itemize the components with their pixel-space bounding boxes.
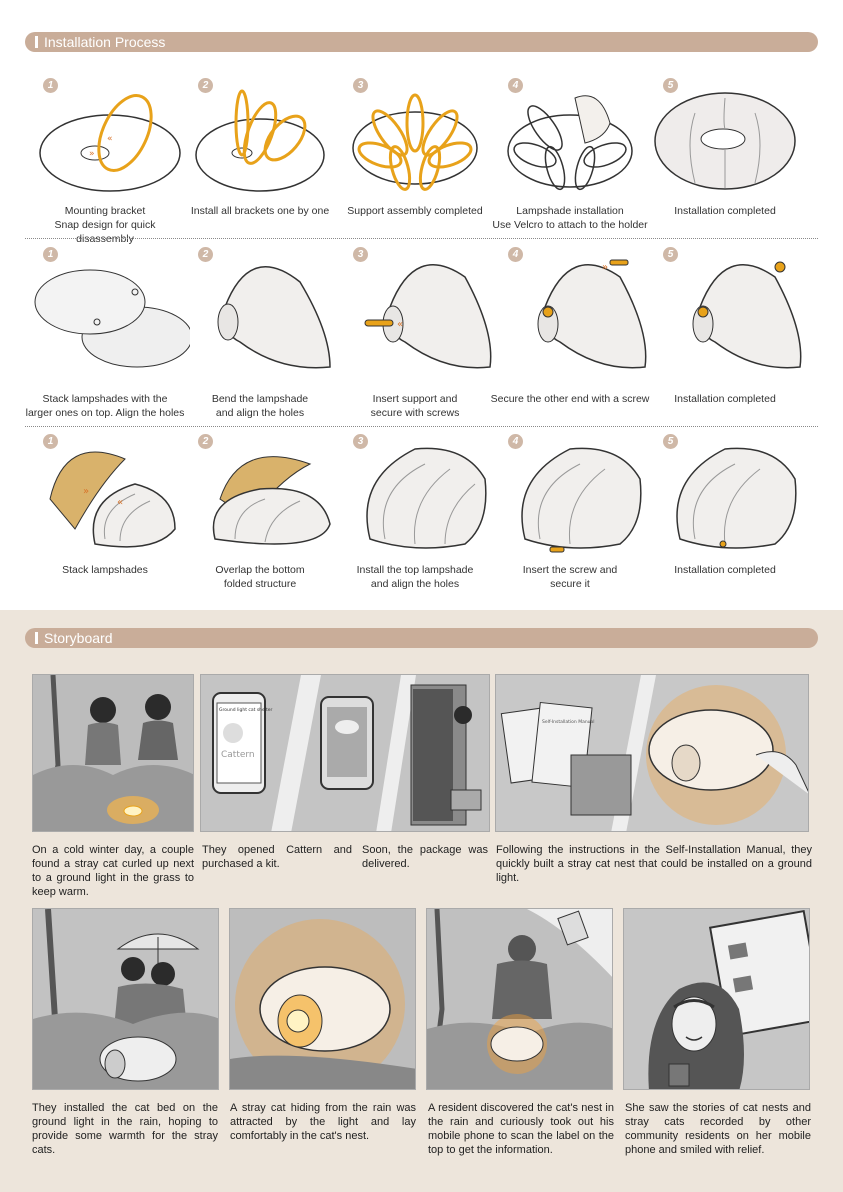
bracket-ring-illustration	[25, 83, 185, 203]
insert-support-illustration	[335, 252, 495, 377]
step-number: 3	[353, 78, 368, 93]
overlap-illustration	[180, 439, 340, 559]
step-caption: Mounting bracket Snap design for quick disassembly	[54, 205, 156, 245]
step-1-3	[335, 78, 495, 233]
manual-and-build-illustration	[496, 675, 809, 832]
step-caption: Lampshade installation Use Velcro to attach to the holder	[492, 205, 648, 231]
app-name-label: Cattern	[221, 750, 255, 760]
secure-screw-illustration	[490, 252, 650, 377]
story-panel-4	[495, 674, 809, 832]
step-2-2	[180, 247, 340, 422]
step-3-4	[490, 434, 650, 594]
header-bar-icon	[35, 36, 38, 48]
svg-text:«: «	[117, 497, 124, 508]
svg-text:»: »	[83, 486, 90, 497]
step-2-4	[490, 247, 650, 422]
svg-text:«: «	[107, 134, 113, 144]
support-assembly-illustration	[335, 83, 495, 203]
stacked-shades-illustration	[25, 439, 185, 559]
story-panel-7	[426, 908, 613, 1090]
step-3-3	[335, 434, 495, 594]
cat-in-nest-illustration	[230, 909, 416, 1090]
step-number: 4	[508, 78, 523, 93]
storyboard-title: Storyboard	[44, 630, 113, 646]
step-number: 5	[663, 247, 678, 262]
installation-header	[25, 32, 818, 52]
svg-text:»: »	[89, 149, 95, 159]
step-3-5	[645, 434, 805, 594]
phone-screen-label: Ground light cat shelter	[219, 708, 273, 713]
story-text-5: They installed the cat bed on the ground light in the rain, hoping to provide some warmth for the stray cats.	[32, 1102, 218, 1156]
top-shade-illustration	[335, 439, 495, 559]
step-number: 3	[353, 434, 368, 449]
step-number: 3	[353, 247, 368, 262]
completed-dome-illustration	[645, 83, 805, 203]
story-panel-6	[229, 908, 416, 1090]
story-text-6: A stray cat hiding from the rain was attracted by the light and lay comfortably in the cat's nest.	[230, 1102, 416, 1142]
manual-label: Self-Installation Manual	[542, 720, 595, 725]
resident-scans-label-illustration	[427, 909, 613, 1090]
story-text-7: A resident discovered the cat's nest in the rain and curiously took out his mobile phone to scan the label on the top to get the information.	[428, 1102, 614, 1156]
install-row-1	[25, 78, 818, 245]
story-text-3: Soon, the package was delivered.	[362, 844, 488, 870]
step-number: 2	[198, 434, 213, 449]
step-number: 1	[43, 78, 58, 93]
bent-shade-illustration	[180, 252, 340, 377]
svg-text:»: »	[602, 262, 609, 273]
storyboard-header	[25, 628, 818, 648]
step-number: 4	[508, 434, 523, 449]
step-number: 1	[43, 434, 58, 449]
step-2-1	[25, 247, 185, 422]
story-panel-1	[32, 674, 194, 832]
brackets-illustration	[180, 83, 340, 203]
stacked-discs-illustration	[25, 257, 190, 382]
step-3-2	[180, 434, 340, 594]
step-caption: Support assembly completed	[347, 205, 483, 217]
step-caption: Stack lampshades with the larger ones on top. Align the holes	[25, 393, 185, 419]
step-1-1	[25, 78, 185, 245]
story-text-4: Following the instructions in the Self-Installation Manual, they quickly built a stray cat nest that could be installed on a ground light.	[496, 844, 812, 884]
row-divider	[25, 238, 818, 239]
lampshade-install-illustration	[490, 83, 650, 203]
install-row-3	[25, 434, 818, 594]
row-divider	[25, 426, 818, 427]
step-caption: Installation completed	[674, 393, 776, 405]
step-caption: Secure the other end with a screw	[490, 393, 650, 405]
step-caption: Install all brackets one by one	[190, 205, 330, 217]
step-2-5	[645, 247, 805, 422]
story-panel-8	[623, 908, 810, 1090]
step-caption: Insert support and secure with screws	[370, 393, 460, 419]
step-caption: Stack lampshades	[62, 564, 148, 576]
step-number: 5	[663, 78, 678, 93]
step-1-4	[490, 78, 650, 233]
svg-text:«: «	[397, 319, 404, 330]
step-1-5	[645, 78, 805, 233]
couple-find-cat-illustration	[33, 675, 194, 832]
step-caption: Installation completed	[674, 564, 776, 576]
install-row-2	[25, 247, 818, 422]
story-text-1: On a cold winter day, a couple found a stray cat curled up next to a ground light in the grass to keep warm.	[32, 844, 194, 898]
step-caption: Installation completed	[674, 205, 776, 217]
step-caption: Install the top lampshade and align the holes	[356, 564, 474, 590]
nest-completed-illustration	[645, 439, 805, 559]
header-bar-icon	[35, 632, 38, 644]
step-caption: Overlap the bottom folded structure	[215, 564, 305, 590]
story-panel-5	[32, 908, 219, 1090]
step-2-3	[335, 247, 495, 422]
step-number: 1	[43, 247, 58, 262]
install-in-rain-illustration	[33, 909, 219, 1090]
step-number: 5	[663, 434, 678, 449]
step-number: 2	[198, 247, 213, 262]
phone-and-delivery-illustration	[201, 675, 490, 832]
step-caption: Bend the lampshade and align the holes	[211, 393, 309, 419]
story-text-8: She saw the stories of cat nests and stray cats recorded by other community residents on her mobile phone and smiled with relief.	[625, 1102, 811, 1156]
step-1-2	[180, 78, 340, 233]
resident-smiles-illustration	[624, 909, 810, 1090]
story-panel-2-3	[200, 674, 490, 832]
story-text-2: They opened Cattern and purchased a kit.	[202, 844, 352, 870]
step-number: 4	[508, 247, 523, 262]
insert-screw-illustration	[490, 439, 650, 559]
installation-title: Installation Process	[44, 34, 166, 50]
step-3-1	[25, 434, 185, 594]
shade-completed-illustration	[645, 252, 805, 377]
step-number: 2	[198, 78, 213, 93]
step-caption: Insert the screw and secure it	[522, 564, 618, 590]
